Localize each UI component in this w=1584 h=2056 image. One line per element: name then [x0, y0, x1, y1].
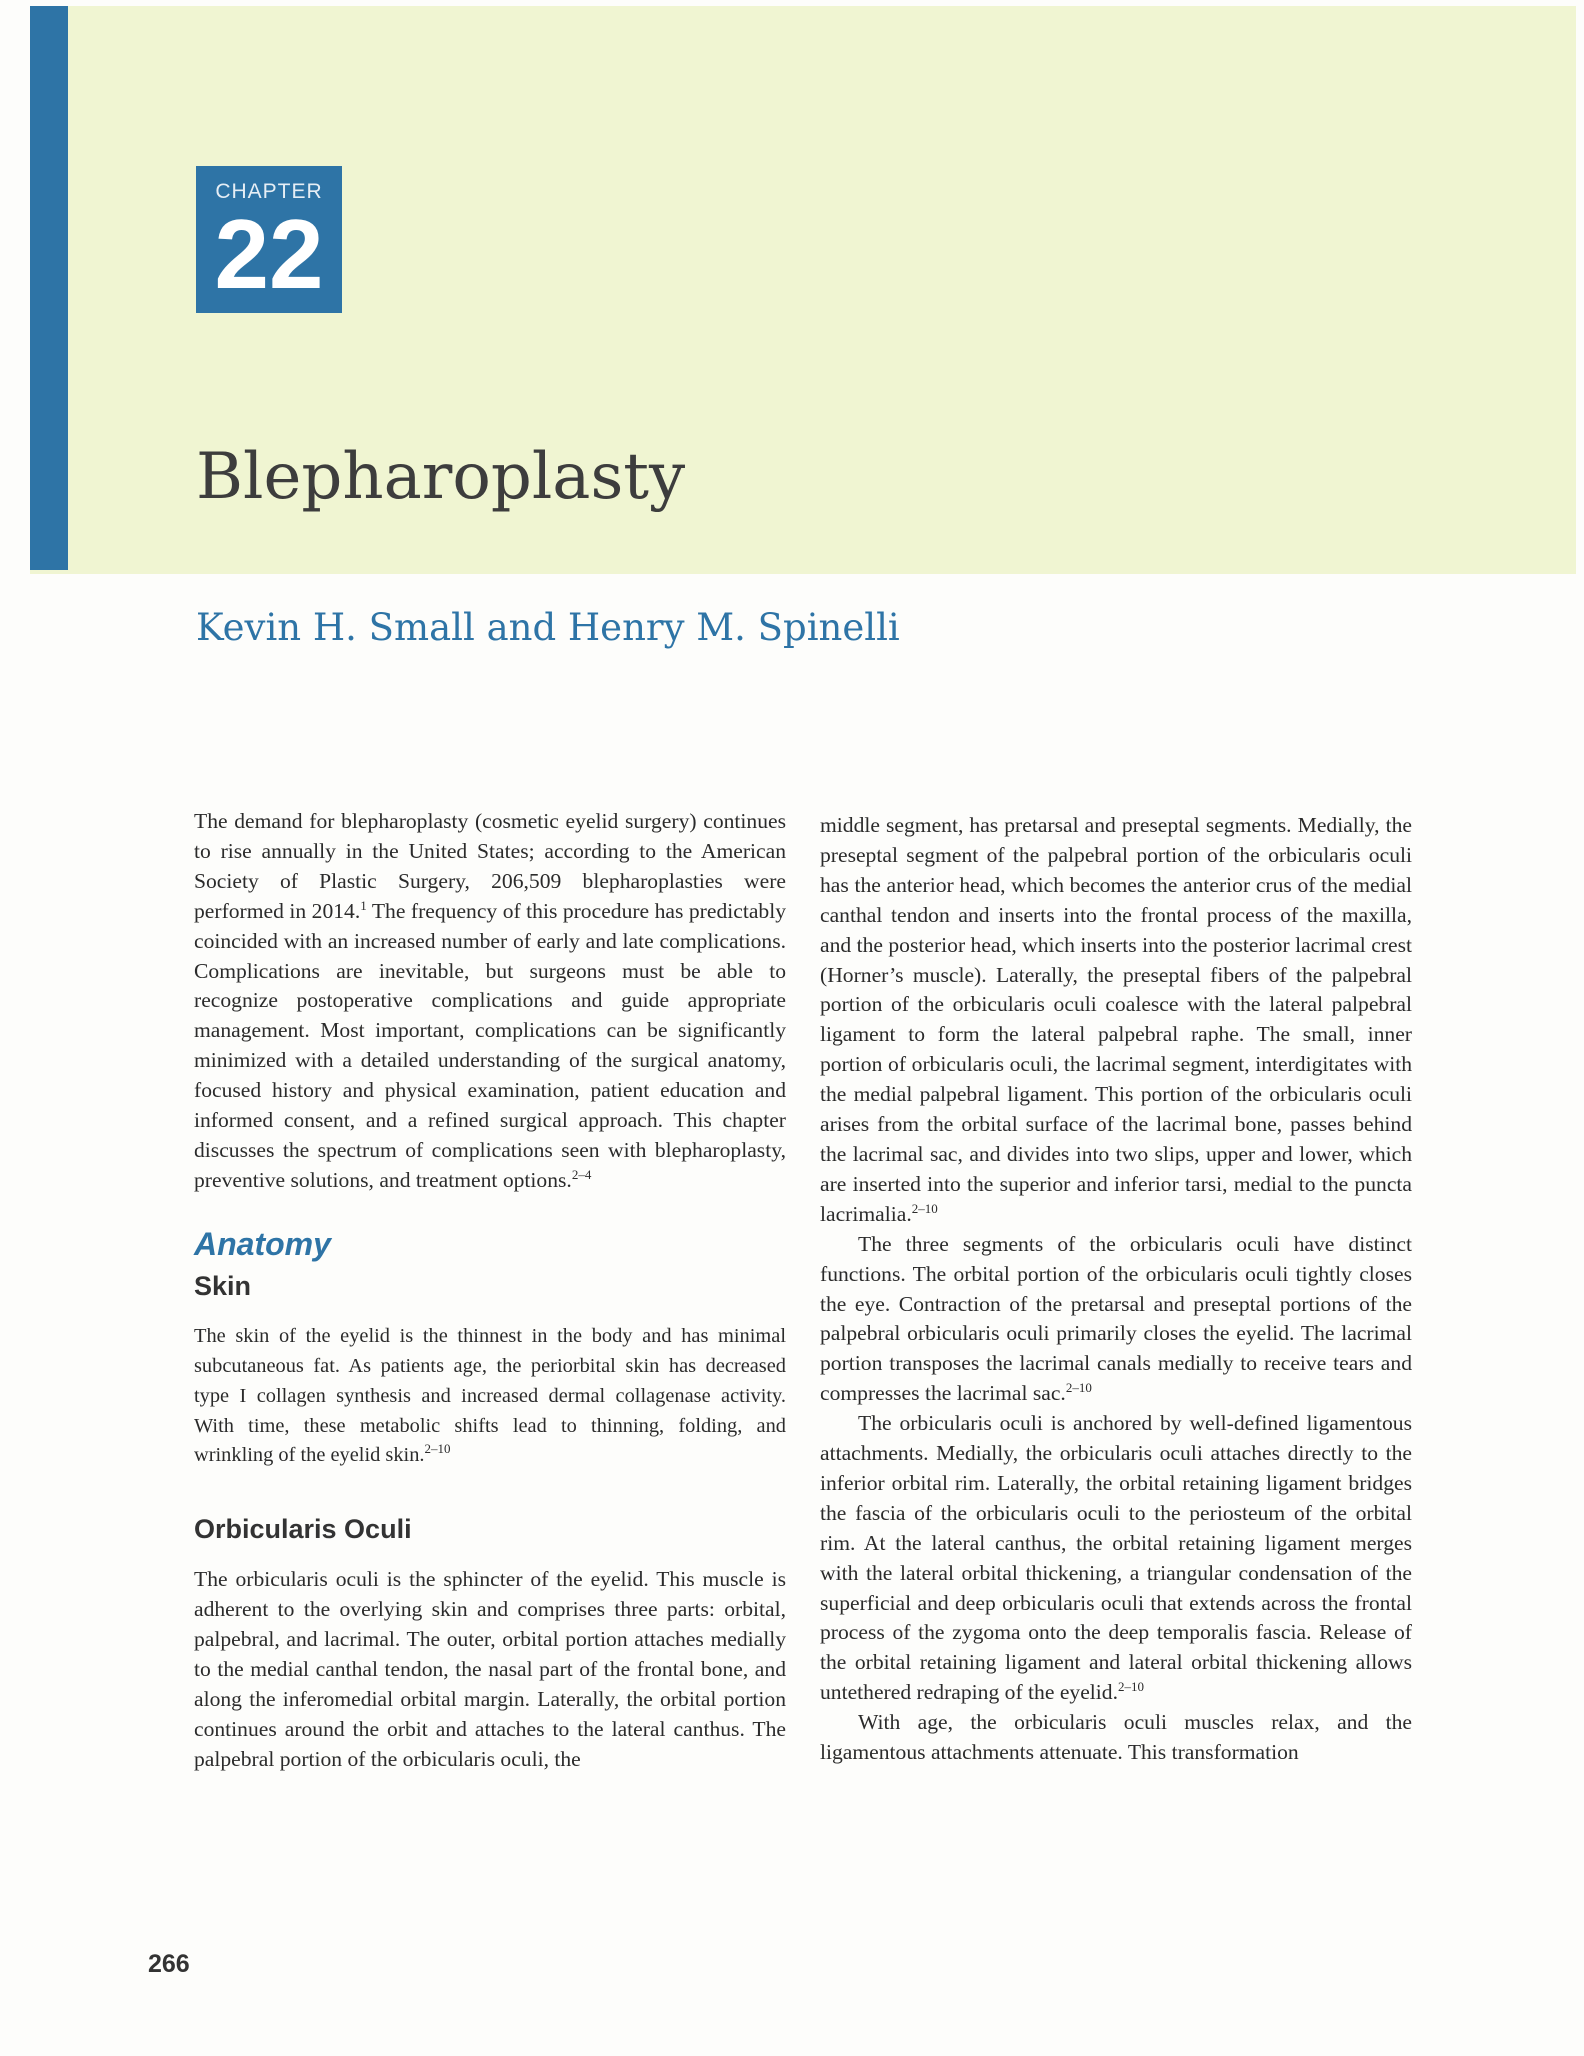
- left-column: [194, 807, 786, 1775]
- subheading-orbicularis-oculi: Orbicularis Oculi: [194, 1514, 412, 1545]
- right-paragraph-3-text: The orbicularis oculi is anchored by well-defined ligamentous attachments. Medially, the orbicularis oculi attaches directly to the inferior orbital rim. Laterally, the orbital retaining ligament bridges the fascia of the orbicularis oculi to the periosteum of the orbital rim. At the lateral canthus, the orbital retaining ligament merges with the lateral orbital thickening, a triangular condensation of the superficial and deep orbicularis oculi that extends across the frontal process of the zygoma onto the deep temporalis fascia. Release of the orbital retaining ligament and lateral orbital thickening allows untethered redraping of the eyelid.: [820, 1411, 1412, 1705]
- right-paragraph-2-text: The three segments of the orbicularis oculi have distinct functions. The orbital portion of the orbicularis oculi tightly closes the eye. Contraction of the pretarsal and preseptal portions of the palpebral orbicularis oculi primarily closes the eyelid. The lacrimal portion transposes the lacrimal canals medially to receive tears and compresses the lacrimal sac.: [820, 1231, 1412, 1406]
- right-paragraph-4-text: With age, the orbicularis oculi muscles relax, and the ligamentous attachments attenuate. This transformation: [820, 1710, 1412, 1765]
- chapter-number-box: [196, 166, 342, 313]
- intro-text-part2: The frequency of this procedure has predictably coincided with an increased number of early and late complications. Complications are inevitable, but surgeons must be able to recognize postoperative complications and guide appropriate management. Most important, complications can be significantly minimized with a detailed understanding of the surgical anatomy, focused history and physical examination, patient education and informed consent, and a refined surgical approach. This chapter discusses the spectrum of complications seen with blepharoplasty, preventive solutions, and treatment options.: [194, 898, 787, 1192]
- chapter-label: CHAPTER: [215, 180, 323, 203]
- right-paragraph-3: [820, 1409, 1412, 1708]
- citation-ref: 2–10: [424, 1441, 451, 1457]
- right-paragraph-1: [820, 811, 1412, 1230]
- right-paragraph-1-text: middle segment, has pretarsal and preseptal segments. Medially, the preseptal segment of the palpebral portion of the orbicularis oculi has the anterior head, which becomes the anterior crus of the medial canthal tendon and inserts into the frontal process of the maxilla, and the posterior head, which inserts into the posterior lacrimal crest (Horner’s muscle). Laterally, the preseptal fibers of the palpebral portion of the orbicularis oculi coalesce with the lateral palpebral ligament to form the lateral palpebral raphe. The small, inner portion of orbicularis oculi, the lacrimal segment, interdigitates with the medial palpebral ligament. This portion of the orbicularis oculi arises from the orbital surface of the lacrimal bone, passes behind the lacrimal sac, and divides into two slips, upper and lower, which are inserted into the superior and inferior tarsi, medial to the puncta lacrimalia.: [820, 813, 1412, 1226]
- intro-text-part1: The demand for blepharoplasty (cosmetic eyelid surgery) continues to rise annually in the United States; according to the American Society of Plastic Surgery, 206,509 blepharoplasties were performed in 2014.: [194, 809, 786, 923]
- subheading-skin: Skin: [194, 1270, 252, 1301]
- chapter-header-accent-bar: [30, 6, 68, 570]
- intro-paragraph: [194, 807, 786, 1196]
- orbicularis-paragraph: [194, 1565, 786, 1774]
- skin-paragraph: [194, 1322, 786, 1472]
- orbicularis-text: The orbicularis oculi is the sphincter of the eyelid. This muscle is adherent to the overlying skin and comprises three parts: orbital, palpebral, and lacrimal. The outer, orbital portion attaches medially to the medial canthal tendon, the nasal part of the frontal bone, and along the inferomedial orbital margin. Laterally, the orbital portion continues around the orbit and attaches to the lateral canthus. The palpebral portion of the orbicularis oculi, the: [194, 1567, 786, 1771]
- skin-text: The skin of the eyelid is the thinnest in the body and has minimal subcutaneous fat. As patients age, the periorbital skin has decreased type I collagen synthesis and increased dermal collagenase activity. With time, these metabolic shifts lead to thinning, folding, and wrinkling of the eyelid skin.: [194, 1324, 786, 1467]
- chapter-title: Blepharoplasty: [196, 440, 686, 514]
- chapter-authors: Kevin H. Small and Henry M. Spinelli: [196, 606, 900, 649]
- citation-ref: 2–10: [911, 1200, 938, 1216]
- page-number: 266: [148, 1950, 190, 1978]
- section-heading-anatomy: Anatomy: [194, 1225, 331, 1262]
- citation-ref: 1: [360, 897, 367, 913]
- citation-ref: 2–4: [571, 1166, 592, 1182]
- citation-ref: 2–10: [1065, 1380, 1092, 1396]
- right-paragraph-2: [820, 1230, 1412, 1409]
- right-column: [820, 811, 1412, 1768]
- citation-ref: 2–10: [1118, 1679, 1144, 1695]
- right-paragraph-4: [820, 1708, 1412, 1768]
- chapter-number: 22: [214, 199, 324, 309]
